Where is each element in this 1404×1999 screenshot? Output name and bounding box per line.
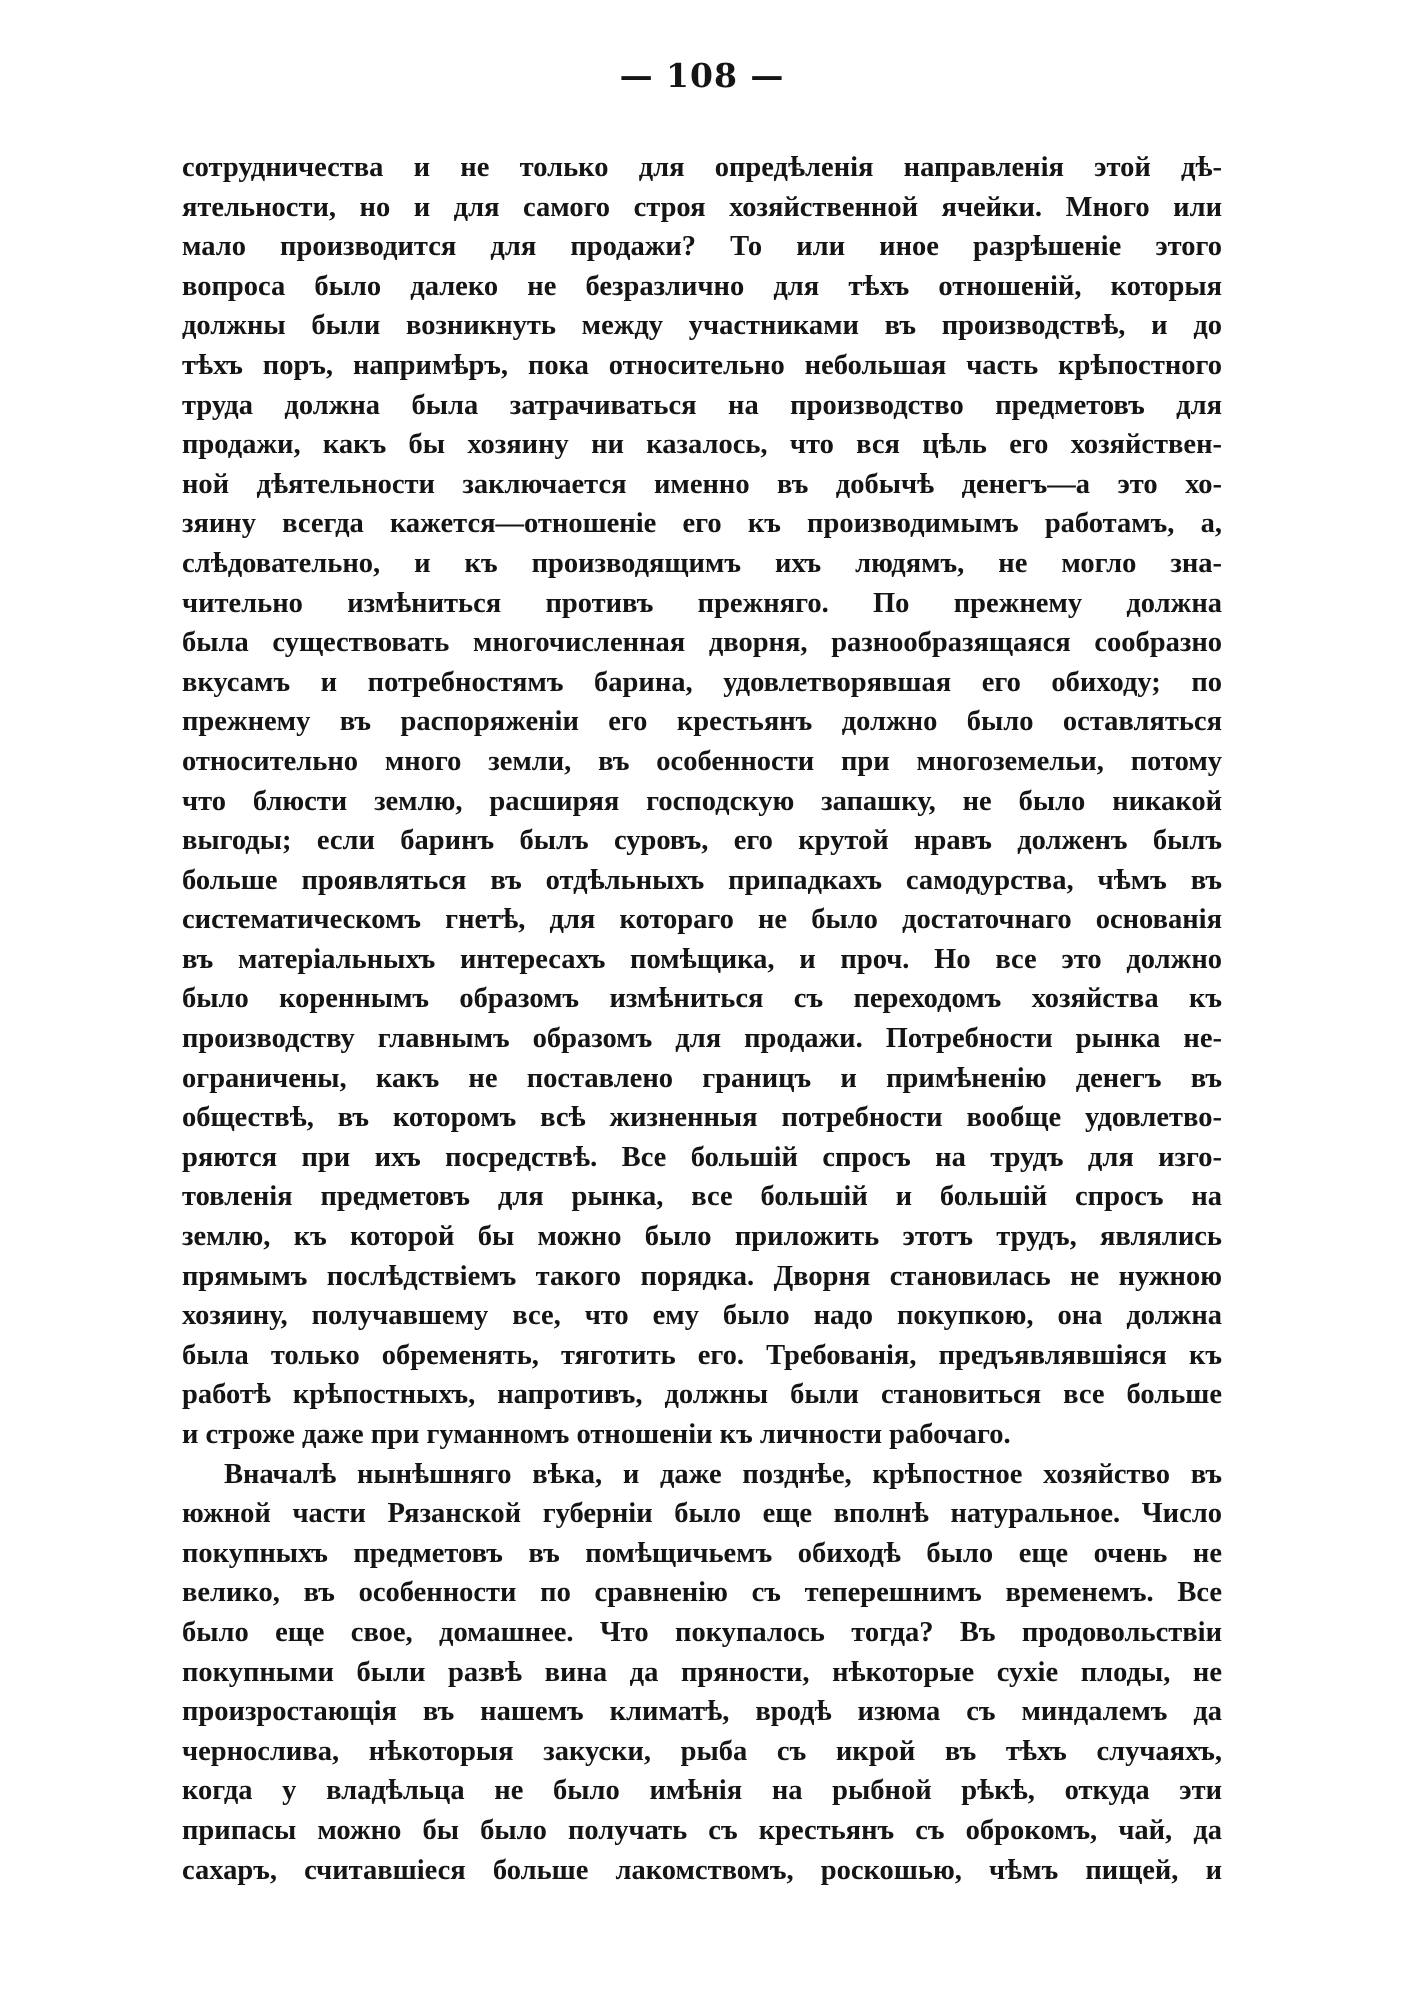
text-line: ятельности, но и для самого строя хозяйственной ячейки. Много или — [182, 191, 1222, 223]
text-line: должны были возникнуть между участниками въ производствѣ, и до — [182, 310, 1222, 342]
text-line: зяину всегда кажется—отношеніе его къ производимымъ работамъ, а, — [182, 508, 1222, 540]
text-line: тѣхъ поръ, напримѣръ, пока относительно небольшая часть крѣпостного — [182, 349, 1222, 381]
text-line: мало производится для продажи? То или иное разрѣшеніе этого — [182, 231, 1222, 263]
text-line: производству главнымъ образомъ для продажи. Потребности рынка не- — [182, 1023, 1222, 1055]
text-line: прежнему въ распоряженіи его крестьянъ должно было оставляться — [182, 706, 1222, 738]
text-line: вкусамъ и потребностямъ барина, удовлетворявшая его обиходу; по — [182, 666, 1222, 698]
text-line: чернослива, нѣкоторыя закуски, рыба съ икрой въ тѣхъ случаяхъ, — [182, 1735, 1222, 1767]
text-line: было еще свое, домашнее. Что покупалось тогда? Въ продовольствіи — [182, 1616, 1222, 1648]
text-line: хозяину, получавшему все, что ему было надо покупкою, она должна — [182, 1300, 1222, 1332]
text-line: ограничены, какъ не поставлено границъ и примѣненію денегъ въ — [182, 1062, 1222, 1094]
text-line: обществѣ, въ которомъ всѣ жизненныя потребности вообще удовлетво- — [182, 1102, 1222, 1134]
text-line: землю, къ которой бы можно было приложить этотъ трудъ, являлись — [182, 1221, 1222, 1253]
text-line: больше проявляться въ отдѣльныхъ припадкахъ самодурства, чѣмъ въ — [182, 864, 1222, 896]
text-line: товленія предметовъ для рынка, все большій и большій спросъ на — [182, 1181, 1222, 1213]
text-line: чительно измѣниться противъ прежняго. По прежнему должна — [182, 587, 1222, 619]
text-line: ной дѣятельности заключается именно въ добычѣ денегъ—а это хо- — [182, 468, 1222, 500]
text-line: было кореннымъ образомъ измѣниться съ переходомъ хозяйства къ — [182, 983, 1222, 1015]
text-line: что блюсти землю, расширяя господскую запашку, не было никакой — [182, 785, 1222, 817]
text-line: южной части Рязанской губерніи было еще вполнѣ натуральное. Число — [182, 1498, 1222, 1530]
text-line: выгоды; если баринъ былъ суровъ, его крутой нравъ долженъ былъ — [182, 825, 1222, 857]
text-line: и строже даже при гуманномъ отношеніи къ личности рабочаго. — [182, 1419, 1011, 1450]
body-text — [182, 148, 1222, 1890]
text-line: была существовать многочисленная дворня, разнообразящаяся сообразно — [182, 627, 1222, 659]
text-line: относительно много земли, въ особенности при многоземельи, потому — [182, 745, 1222, 777]
text-line: покупныхъ предметовъ въ помѣщичьемъ обиходѣ было еще очень не — [182, 1537, 1222, 1569]
text-line: продажи, какъ бы хозяину ни казалось, что вся цѣль его хозяйствен- — [182, 429, 1222, 461]
text-line: припасы можно бы было получать съ крестьянъ съ оброкомъ, чай, да — [182, 1814, 1222, 1846]
paragraph-2 — [182, 1455, 1222, 1891]
text-line: труда должна была затрачиваться на производство предметовъ для — [182, 389, 1222, 421]
text-line: вопроса было далеко не безразлично для тѣхъ отношеній, которыя — [182, 270, 1222, 302]
text-line: покупными были развѣ вина да пряности, нѣкоторые сухіе плоды, не — [182, 1656, 1222, 1688]
text-line: въ матеріальныхъ интересахъ помѣщика, и проч. Но все это должно — [182, 943, 1222, 975]
text-line: сахаръ, считавшіеся больше лакомствомъ, роскошью, чѣмъ пищей, и — [182, 1854, 1222, 1886]
page-number: — 108 — — [619, 56, 785, 95]
text-line: слѣдовательно, и къ производящимъ ихъ людямъ, не могло зна- — [182, 547, 1222, 579]
text-line: прямымъ послѣдствіемъ такого порядка. Дворня становилась не нужною — [182, 1260, 1222, 1292]
text-line: когда у владѣльца не было имѣнія на рыбной рѣкѣ, откуда эти — [182, 1775, 1222, 1807]
text-line: произростающія въ нашемъ климатѣ, вродѣ изюма съ миндалемъ да — [182, 1696, 1222, 1728]
text-line: сотрудничества и не только для опредѣленія направленія этой дѣ- — [182, 152, 1222, 183]
text-line: велико, въ особенности по сравненію съ теперешнимъ временемъ. Все — [182, 1577, 1222, 1609]
text-line: Вначалѣ нынѣшняго вѣка, и даже позднѣе, крѣпостное хозяйство въ — [224, 1458, 1222, 1490]
text-line: систематическомъ гнетѣ, для котораго не было достаточнаго основанія — [182, 904, 1222, 936]
paragraph-1 — [182, 148, 1222, 1455]
text-line: ряются при ихъ посредствѣ. Все большій спросъ на трудъ для изго- — [182, 1141, 1222, 1173]
text-line: работѣ крѣпостныхъ, напротивъ, должны были становиться все больше — [182, 1379, 1222, 1411]
text-line: была только обременять, тяготить его. Требованія, предъявлявшіяся къ — [182, 1339, 1222, 1371]
